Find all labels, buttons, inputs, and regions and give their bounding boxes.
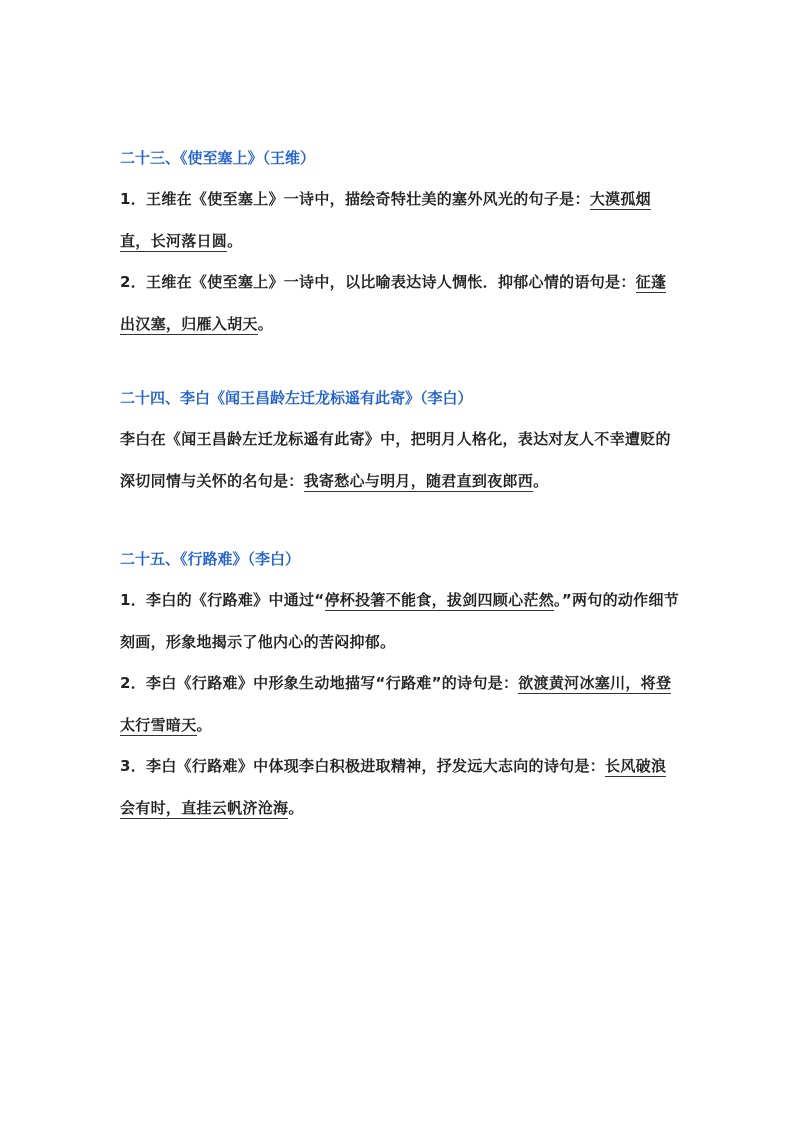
answer-underlined: 停杯投箸不能食，拔剑四顾心茫然 [324, 591, 555, 609]
text-run: 李白在《闻王昌龄左迁龙标遥有此寄》中，把明月人格化，表达对友人不幸遭贬的深切同情与关怀的名句是： [120, 430, 671, 490]
section-title: 二十三、《使至塞上》（王维） [120, 149, 316, 167]
text-run: 1．李白的《行路难》中通过“ [120, 591, 325, 609]
section-spacer [120, 502, 680, 546]
section-25 [120, 546, 680, 829]
answer-underlined: 大漠孤烟直，长河落日圆 [120, 190, 651, 250]
paragraph-23-1 [120, 179, 680, 262]
text-run: 2．李白《行路难》中形象生动地描写“行路难”的诗句是： [120, 674, 519, 692]
text-run: 。 [257, 314, 274, 333]
text-run: 。 [227, 231, 243, 250]
paragraph-25-2 [120, 663, 680, 746]
answer-underlined: 征蓬出汉塞，归雁入胡天 [120, 273, 667, 333]
text-run: 。 [288, 798, 304, 817]
section-title: 二十四、李白《闻王昌龄左迁龙标遥有此寄》（李白） [120, 389, 473, 407]
text-run: 。 [533, 471, 549, 490]
text-run: 3．李白《行路难》中体现李白积极进取精神，抒发远大志向的诗句是： [120, 757, 606, 775]
answer-underlined: 我寄愁心与明月，随君直到夜郎西 [303, 471, 534, 490]
text-run: 。 [196, 715, 212, 734]
text-run: 。”两句的动作细节刻画，形象地揭示了他内心的苦闷抑郁。 [120, 591, 680, 651]
paragraph-23-2 [120, 262, 680, 345]
answer-underlined: 欲渡黄河冰塞川，将登太行雪暗天 [120, 674, 672, 734]
text-run: 1．王维在《使至塞上》一诗中，描绘奇特壮美的塞外风光的句子是： [120, 190, 590, 208]
paragraph-24-1 [120, 419, 680, 502]
paragraph-25-1 [120, 580, 680, 663]
document-page [120, 145, 680, 829]
answer-underlined: 长风破浪会有时，直挂云帆济沧海 [120, 757, 667, 817]
section-spacer [120, 345, 680, 385]
section-title: 二十五、《行路难》（李白） [120, 550, 301, 568]
section-23 [120, 145, 680, 345]
text-run: 2．王维在《使至塞上》一诗中，以比喻表达诗人惆怅．抑郁心情的语句是： [120, 273, 636, 291]
section-24 [120, 385, 680, 502]
paragraph-25-3 [120, 746, 680, 829]
